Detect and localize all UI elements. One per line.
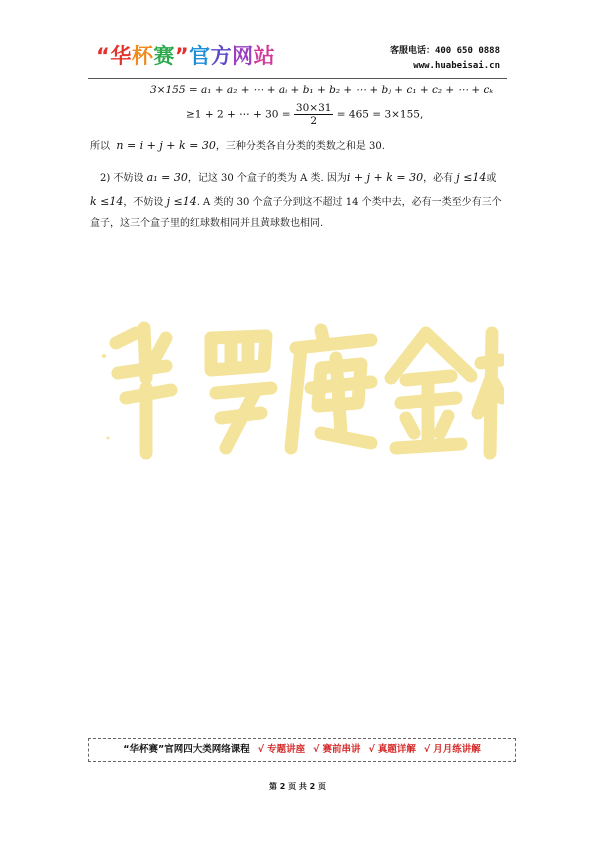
logo-char: 站 xyxy=(253,44,276,68)
paragraph-2-line-1 xyxy=(100,166,512,191)
equation-line-1: 3×155 = a₁ + a₂ + ⋯ + aᵢ + b₁ + b₂ + ⋯ + bⱼ + c₁ + c₂ + ⋯ + cₖ xyxy=(150,84,494,96)
site-logo xyxy=(96,40,275,70)
check-icon: √ xyxy=(423,744,431,755)
text: 2) 不妨设 xyxy=(100,173,144,184)
fraction-denominator: 2 xyxy=(310,115,318,127)
logo-char: 杯 xyxy=(131,44,154,68)
math: i + j + k = 30 xyxy=(346,171,424,184)
course-item[interactable]: 专题讲座 xyxy=(267,744,306,755)
watermark-calligraphy xyxy=(96,318,504,468)
logo-char: 网 xyxy=(232,44,254,68)
text: 或 xyxy=(486,173,497,184)
math: k ≤14 xyxy=(90,195,124,208)
course-item[interactable]: 月月练讲解 xyxy=(433,744,481,755)
math: j ≤14 xyxy=(456,171,487,184)
text: ，记这 30 个盒子的类为 A 类. 因为 xyxy=(187,173,347,184)
header-contact xyxy=(390,44,500,74)
fraction-numerator: 30×31 xyxy=(295,102,332,114)
paragraph-2 xyxy=(100,166,512,191)
conclusion-line xyxy=(90,134,510,159)
course-banner xyxy=(88,738,516,762)
website-link[interactable]: www.huabeisai.cn xyxy=(413,61,500,71)
course-banner-lead: “华杯赛”官网四大类网络课程 xyxy=(123,744,250,755)
course-item[interactable]: 赛前串讲 xyxy=(322,744,361,755)
fraction xyxy=(294,102,334,127)
math: j ≤14 xyxy=(166,195,197,208)
logo-char: 方 xyxy=(210,44,233,68)
text: . A 类的 30 个盒子分到这不超过 14 个类中去，必有一类至少有三个 xyxy=(196,197,502,208)
conclusion-text: ，三种分类各自分类的类数之和是 30. xyxy=(215,141,385,152)
check-icon: √ xyxy=(368,744,375,755)
watermark xyxy=(96,318,504,468)
math: a₁ = 30 xyxy=(146,171,188,184)
text: ，不妨设 xyxy=(123,197,164,208)
logo-char: 赛 xyxy=(153,44,175,68)
math-sum: n = i + j + k = 30 xyxy=(116,139,216,152)
course-item[interactable]: 真题详解 xyxy=(377,744,416,755)
text: ，必有 xyxy=(423,173,454,184)
page-number: 第 2 页 共 2 页 xyxy=(268,782,327,791)
check-icon: √ xyxy=(257,744,265,755)
hotline-text: 客服电话：400 650 0888 xyxy=(389,46,500,56)
text-so: 所以 xyxy=(90,141,110,152)
equation-2-right: = 465 = 3×155, xyxy=(336,108,424,121)
header-divider xyxy=(88,78,507,79)
logo-char: ” xyxy=(174,44,190,68)
logo-char: “ xyxy=(96,44,111,68)
check-icon: √ xyxy=(313,744,320,755)
equation-2-left: ≥1 + 2 + ⋯ + 30 = xyxy=(186,108,291,121)
paragraph-2-line-3: 盒子，这三个盒子里的红球数相同并且黄球数也相同. xyxy=(90,218,324,229)
logo-char: 官 xyxy=(189,44,211,68)
logo-char: 华 xyxy=(110,44,132,68)
equation-line-2 xyxy=(186,102,423,127)
